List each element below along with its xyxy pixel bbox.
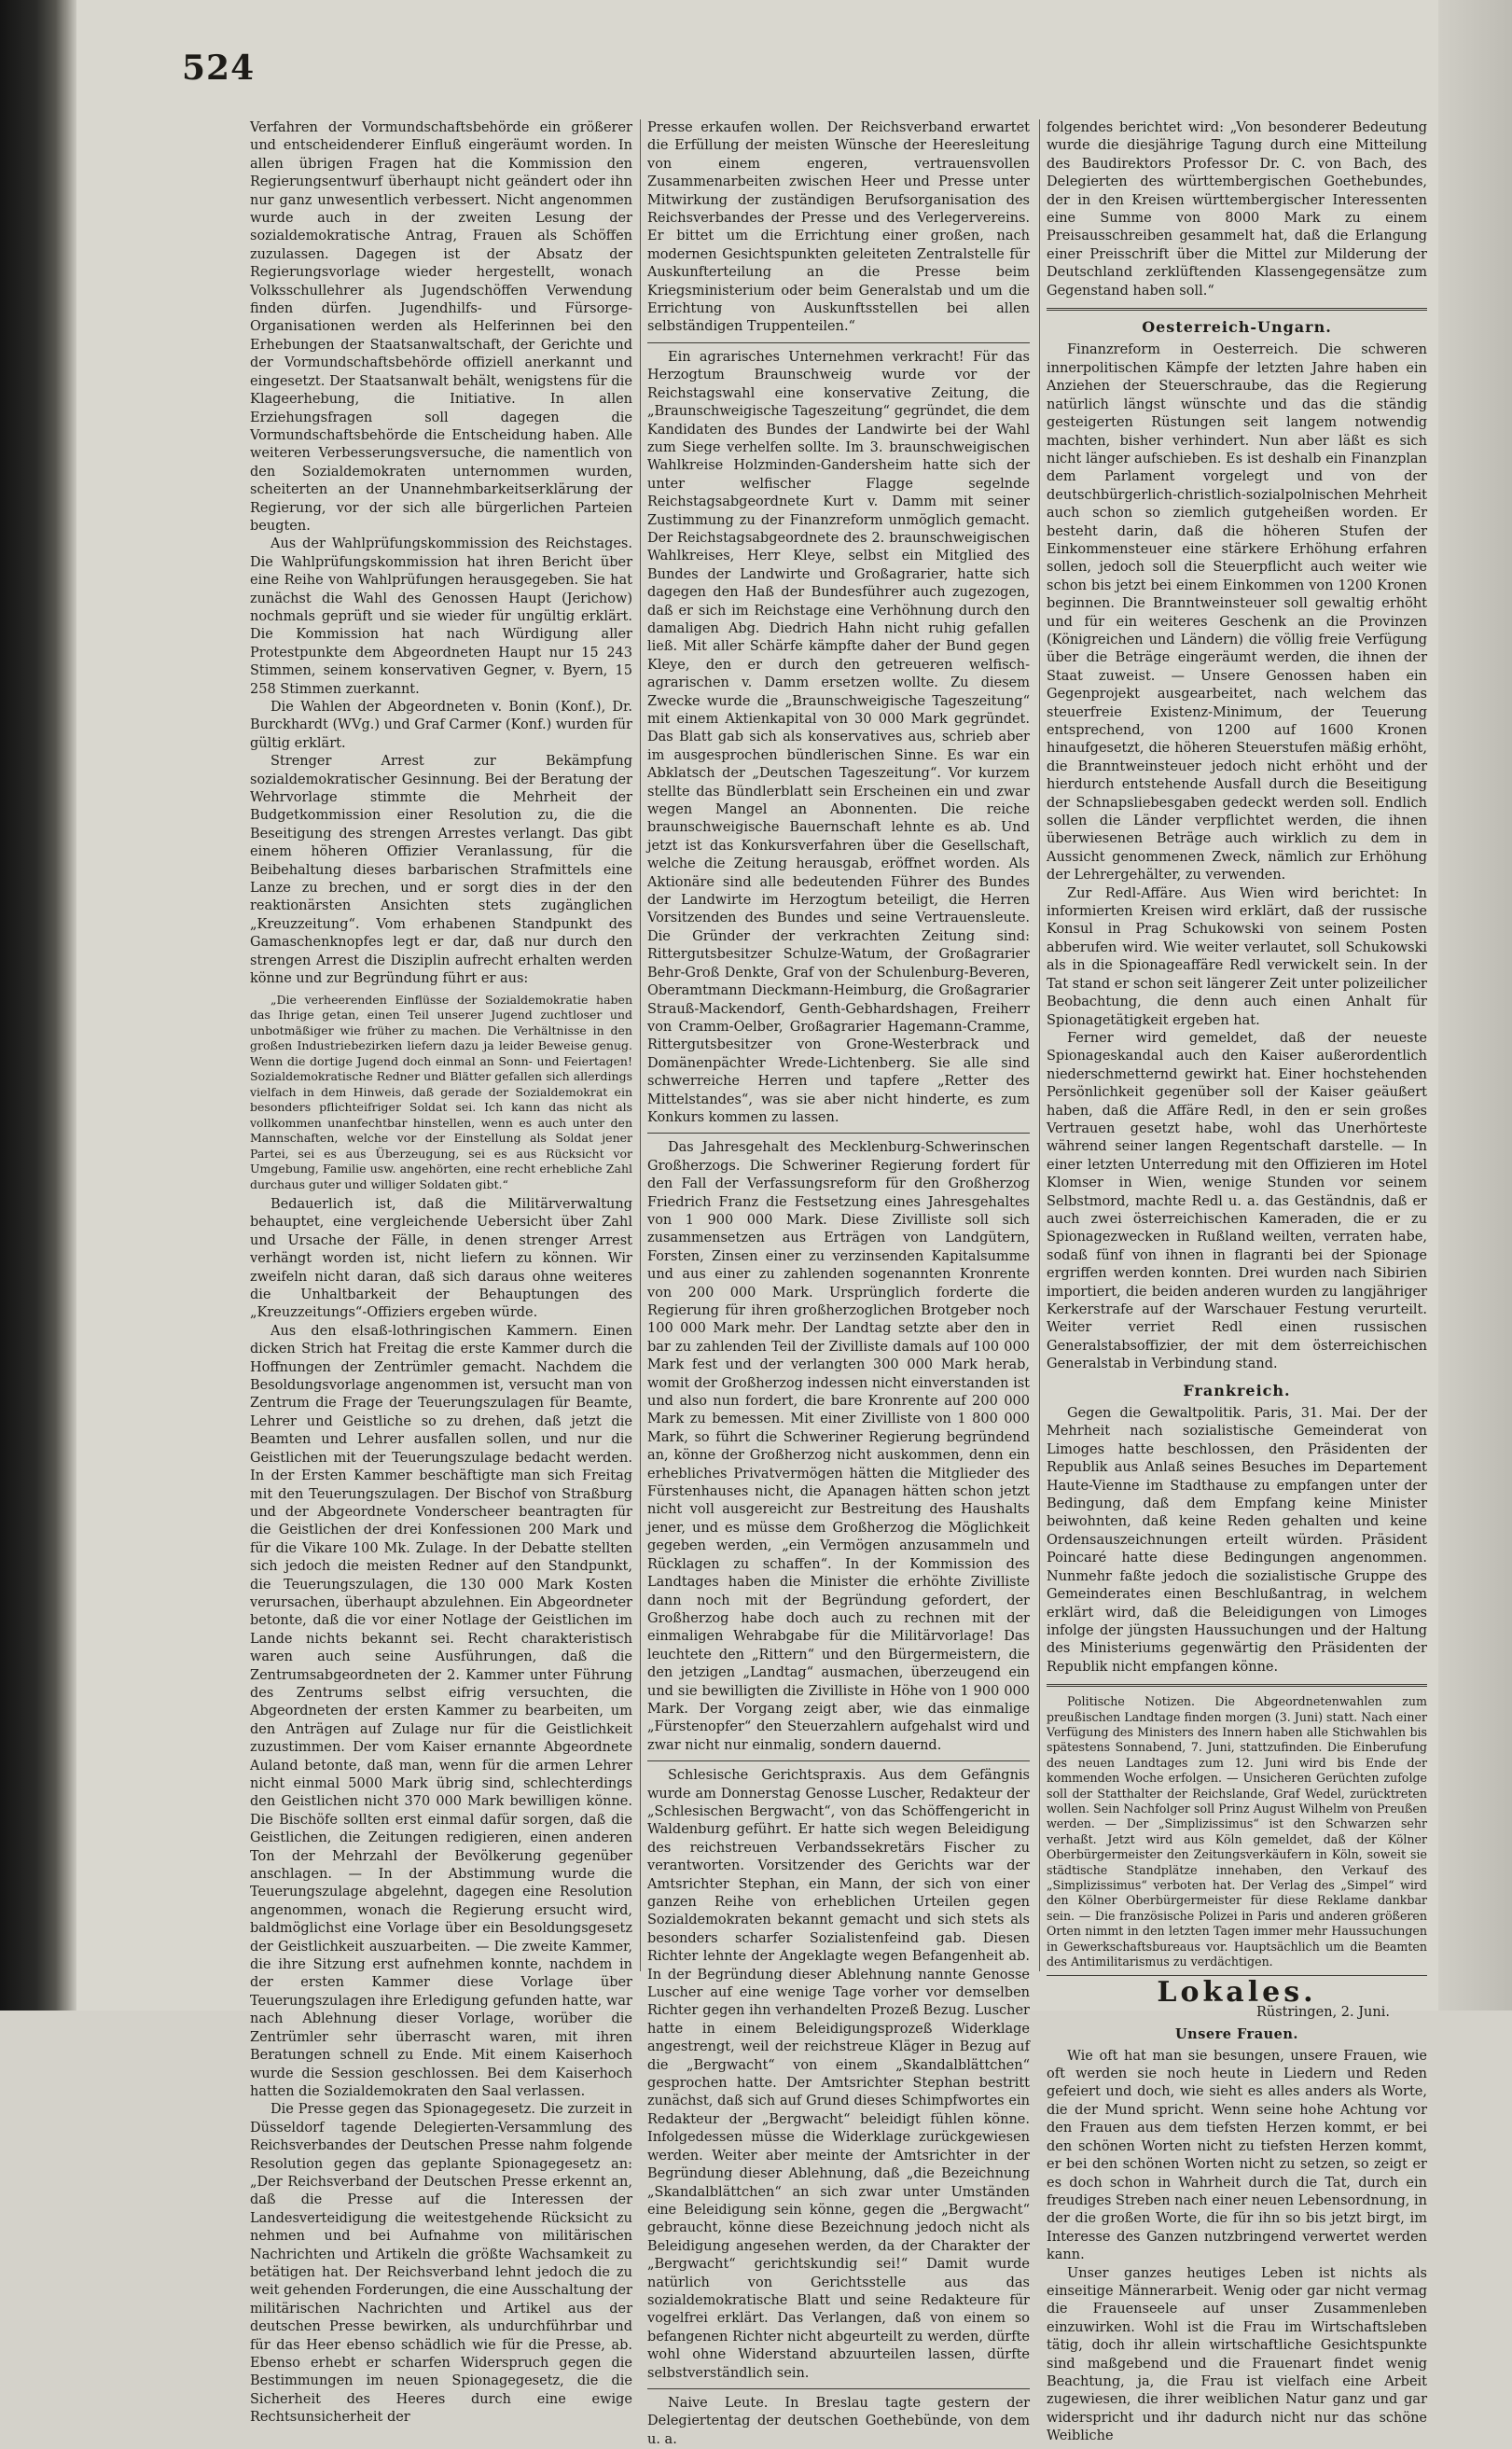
article-wahlpruefung: Aus der Wahlprüfungskommission des Reichstages. Die Wahlprüfungskommission hat ihren Bericht über eine Reihe von Wahlprüfungen herausgegeben. Sie hat zunächst die Wahl des Genossen Haupt (Jerichow) nochmals geprüft und sie wieder für ungültig erklärt. Die Kommission hat nach Würdigung aller Protestpunkte dem Abgeordneten Haupt nur 15 243 Stimmen, seinem konservativen Gegner, v. Byern, 15 258 Stimmen zuerkannt. — [250, 536, 632, 697]
article-schlesien: Schlesische Gerichtspraxis. Aus dem Gefängnis wurde am Donnerstag Genosse Luscher, Redakteur der „Schlesischen Bergwacht“, von das Schöffengericht in Waldenburg geführt. Er hatte sich wegen Beleidigung des reichstreuen Verbandssekretärs Fischer zu verantworten. Vorsitzender des Gerichts war der Amtsrichter Stephan, ein Mann, der sich von einer ganzen Reihe von erheblichen Urteilen gegen Sozialdemokraten bekannt gemacht und sich stets als besonders scharfer Sozialistenfeind gab. Diesen Richter lehnte der Angeklagte wegen Befangenheit ab. In der Begründung dieser Ablehnung nannte Genosse Luscher auf eine wenige Tage vorher vor demselben Richter gegen ihn verhandelten Prozeß Bezug. Luscher hatte in einem Beleidigungsprozeß Widerklage angestrengt, weil der reichstreue Kläger in Bezug auf die „Bergwacht“ von einem „Skandalblättchen“ gesprochen hatte. Der Amtsrichter Stephan bestritt zunächst, daß sich auf Grund dieses Schimpfwortes ein Redakteur der „Bergwacht“ beleidigt fühlen könne. Infolgedessen müsse die Widerklage zurückgewiesen werden. Weiter aber meinte der Amtsrichter in der Begründung dieser Ablehnung, daß „die Bezeichnung „Skandalblättchen“ an sich zwar unter Umständen eine Beleidigung sein könne, gegen die „Bergwacht“ gebraucht, könne diese Bezeichnung jedoch nicht als Beleidigung angesehen werden, da der Charakter der „Bergwacht“ gerichtskundig sei!“ Damit wurde natürlich von Gerichtsstelle aus das sozialdemokratische Blatt und seine Redakteure für vogelfrei erklärt. Das Verlangen, daß von einem so befangenen Richter nicht abgeurteilt zu werden, dürfte wohl ohne Widerstand abzuurteilen lassen, dürfte selbstverständlich sein. — [647, 1768, 1030, 2381]
article-naive-leute: Naive Leute. In Breslau tagte gestern der Delegiertentag der deutschen Goethebünde, von dem u. a. — [647, 2395, 1030, 2447]
article-presse: Die Presse gegen das Spionagegesetz. Die zurzeit in Düsseldorf tagende Delegierten-Versammlung des Reichsverbandes der Deutschen Presse nahm folgende Resolution gegen das geplante Spionagegesetz an: „Der Reichsverband der Deutschen Presse erkennt an, daß die Presse auf die Interessen der Landesverteidigung die weitestgehende Rücksicht zu nehmen und bei Aufnahme von militärischen Nachrichten und Artikeln die größte Wachsamkeit zu betätigen hat. Der Reichsverband lehnt jedoch die zu weit gehenden Forderungen, die eine Ausschaltung der militärischen Nachrichten und Artikel aus der deutschen Presse bewirken, als undurchführbar und für das Heer ebenso schädlich wie für die Presse, ab. Ebenso erhebt er scharfen Widerspruch gegen die Bestimmungen im neuen Spionagegesetz, die die Sicherheit des Heeres durch eine ewige Rechtsunsicherheit der — [250, 2102, 632, 2426]
divider — [647, 2388, 1030, 2389]
article-gewaltpolitik: Gegen die Gewaltpolitik. Paris, 31. Mai. Der der Mehrheit nach sozialistische Gemeinderat von Limoges hatte beschlossen, den Präsidenten der Republik aus Anlaß seines Besuches im Departement Haute-Vienne im Stadthause zu empfangen unter der Bedingung, daß dem Empfang keine Minister beiwohnten, daß keine Reden gehalten und keine Ordensauszeichnungen erteilt würden. Präsident Poincaré hatte diese Bedingungen angenommen. Nunmehr faßte jedoch die sozialistische Gruppe des Gemeinderates einen Beschlußantrag, in welchem erklärt wird, daß die Beleidigungen von Limoges infolge der jüngsten Haussuchungen und der Haltung des Ministeriums gegenwärtig den Präsidenten der Republik nicht empfangen könne. — [1047, 1406, 1427, 1675]
column-rule — [640, 119, 641, 1971]
article-paragraph: Presse erkaufen wollen. Der Reichsverband erwartet die Erfüllung der meisten Wünsche der Heeresleitung von einem engeren, vertrauensvollen Zusammenarbeiten zwischen Heer und Presse unter Mitwirkung der zuständigen Berufsorganisation des Reichsverbandes der Presse und des Verlegervereins. Er bittet um die Errichtung einer großen, nach modernen Gesichtspunkten geleiteten Zentralstelle für Auskunfterteilung an die Presse beim Kriegsministerium oder beim Generalstab und um die Errichtung von Auskunftsstellen bei allen selbständigen Truppenteilen.“ — [647, 120, 1030, 335]
article-paragraph: Unser ganzes heutiges Leben ist nichts als einseitige Männerarbeit. Wenig oder gar nicht vermag die Frauenseele auf unser Zusammenleben einzuwirken. Wohl ist die Frau im Wirtschaftsleben tätig, doch ihr allein wirtschaftliche Gesichtspunkte sind maßgebend und die Frauenart findet wenig Beachtung, ja, die Frau ist vielfach eine Arbeit zugewiesen, die ihrer weiblichen Natur ganz und gar widerspricht und ihr dadurch nicht nur das schöne Weibliche — [1047, 2265, 1427, 2444]
article-arrest: Strenger Arrest zur Bekämpfung sozialdemokratischer Gesinnung. Bei der Beratung der Wehrvorlage stimmte die Mehrheit der Budgetkommission einer Resolution zu, die die Beseitigung des strengen Arrestes verlangt. Das gibt einem höheren Offizier Veranlassung, für die Beibehaltung dieses barbarischen Strafmittels eine Lanze zu brechen, und er sorgt dies in der den reaktionärsten Ansichten stets zugänglichen „Kreuzzeitung“. Vom erhabenen Standpunkt des Gamaschenknopfes legt er dar, daß nur durch den strengen Arrest die Disziplin aufrecht erhalten werden könne und zur Begründung führt er aus: — [250, 754, 632, 987]
book-spine — [0, 0, 65, 2011]
column-2 — [647, 119, 1030, 2447]
article-mecklenburg: Das Jahresgehalt des Mecklenburg-Schwerinschen Großherzogs. Die Schweriner Regierung fordert für den Fall der Verfassungsreform für den Großherzog Friedrich Franz die Festsetzung eines Jahresgehaltes von 1 900 000 Mark. Diese Zivilliste soll sich zusammensetzen aus Erträgen von Landgütern, Forsten, Zinsen einer zu verzinsenden Kapitalsumme und aus einer zu zahlenden sogenannten Kronrente von 200 000 Mark. Ursprünglich forderte die Regierung für ihren großherzoglichen Brotgeber noch 100 000 Mark mehr. Der Landtag setzte aber den in bar zu zahlenden Teil der Zivilliste damals auf 100 000 Mark fest und der verlangten 300 000 Mark herab, womit der Großherzog indessen nicht einverstanden ist und also nun fordert, die bare Kronrente auf 200 000 Mark zu bemessen. Mit einer Zivilliste von 1 800 000 Mark, so führt die Schweriner Regierung begründend an, könne der Großherzog nicht auskommen, denn ein erhebliches Privatvermögen hätten die Mitglieder des Fürstenhauses nicht, die Apanagen hätten schon jetzt nicht voll ausgereicht zur Bestreitung des Haushalts jener, und es müsse dem Großherzog die Möglichkeit gegeben werden, „ein Vermögen anzusammeln und Rücklagen zu schaffen“. In der Kommission des Landtages haben die Minister die erhöhte Zivilliste dann noch mit der Begründung gefordert, der Großherzog habe doch auch zu rechnen mit der einmaligen Wehrabgabe für die Militärvorlage! Das leuchtete den „Rittern“ und den Bürgermeistern, die den jetzigen „Landtag“ ausmachen, überzeugend ein und sie bewilligten die Zivilliste in Höhe von 1 900 000 Mark. Der Vorgang zeigt aber, wie das einmalige „Fürstenopfer“ den Steuerzahlern aufgehalst wird und zwar nicht nur einmalig, sondern dauernd. — [647, 1140, 1030, 1753]
dateline: Rüstringen, 2. Juni. — [1255, 2004, 1390, 2020]
article-paragraph: Wie oft hat man sie besungen, unsere Frauen, wie oft werden sie noch heute in Liedern und Reden gefeiert und doch, wie sieht es alles anders als Worte, die der Mund spricht. Wenn seine hohe Achtung vor den Frauen aus dem tiefsten Herzen kommt, er bei den schönen Worten nicht zu tiefsten Herzen kommt, er bei den schönen Worten nicht zu setzen, so zeigt er es doch schon in Wahrheit durch die Tat, durch ein freudiges Streben nach einer neuen Lebensordnung, in der die großen Worte, die für ihn so bis jetzt birgt, im Interesse des Ganzen nutzbringend verwertet werden kann. — [1047, 2048, 1427, 2263]
article-paragraph: Ferner wird gemeldet, daß der neueste Spionageskandal auch den Kaiser außerordentlich niederschmetternd gewirkt hat. Einer hochstehenden Persönlichkeit gegenüber soll der Kaiser geäußert haben, daß die Affäre Redl, in den er sein großes Vertrauen gesetzt habe, wohl das Unerhörteste während seiner langen Regentschaft darstelle. — In einer letzten Unterredung mit den Offizieren im Hotel Klomser in Wien, wenige Stunden vor seinem Selbstmord, machte Redl u. a. das Geständnis, daß er auch zwei österreichischen Kameraden, die er zu Spionagezwecken in Rußland weilten, verraten habe, sodaß fünf von ihnen in flagranti bei der Spionage ergriffen werden konnten. Drei wurden nach Sibirien importiert, die beiden anderen wurden zu langjähriger Kerkerstrafe auf der Warschauer Festung verurteilt. Weiter verriet Redl einen russischen Generalstabsoffizier, der mit dem österreichischen Generalstab in Verbindung stand. — [1047, 1030, 1427, 1372]
section-title-lokales: Lokales. — [1157, 1976, 1317, 2010]
divider — [647, 1760, 1030, 1761]
article-paragraph: Verfahren der Vormundschaftsbehörde ein größerer und entscheidenderer Einfluß eingeräumt worden. In allen übrigen Fragen hat die Kommission den Regierungsentwurf überhaupt nicht geändert oder ihn nur ganz unwesentlich verbessert. Nicht angenommen wurde auch in der zweiten Lesung der sozialdemokratische Antrag, Frauen als Schöffen zuzulassen. Dagegen ist der Absatz der Regierungsvorlage wieder hergestellt, wonach Volksschullehrer als Jugendschöffen Verwendung finden dürfen. Jugendhilfs- und Fürsorge-Organisationen werden als Helferinnen bei den Erhebungen der Staatsanwaltschaft, der Gerichte und der Vormundschaftsbehörde offiziell anerkannt und eingesetzt. Der Staatsanwalt behält, wenigstens für die Klageerhebung, die Initiative. In allen Erziehungsfragen soll dagegen die Vormundschaftsbehörde die Entscheidung haben. Alle weiteren Verbesserungsversuche, die namentlich von den Sozialdemokraten unternommen wurden, scheiterten an der Unannehmbarkeitserklärung der Regierung, vor der sich alle bürgerlichen Parteien beugten. — [250, 120, 632, 534]
article-agrarisch: Ein agrarisches Unternehmen verkracht! Für das Herzogtum Braunschweig wurde vor der Reichstagswahl eine konservative Zeitung, die „Braunschweigische Tageszeitung“ gegründet, die dem Kandidaten des Bundes der Landwirte bei der Wahl zum Siege verhelfen sollte. Im 3. braunschweigischen Wahlkreise Holzminden-Gandersheim hatte sich der unter welfischer Flagge segelnde Reichstagsabgeordnete Kurt v. Damm mit seiner Zustimmung zu der Finanzreform unmöglich gemacht. Der Reichstagsabgeordnete des 2. braunschweigischen Wahlkreises, Herr Kleye, selbst ein Mitglied des Bundes der Landwirte und Großagrarier, hatte sich dagegen den Haß der Bundesführer auch zugezogen, daß er sich im Reichstage eine Verhöhnung durch den damaligen Abg. Diedrich Hahn nicht ruhig gefallen ließ. Mit aller Schärfe kämpfte daher der Bund gegen Kleye, den er durch den getreueren welfisch-agrarischen v. Damm ersetzen wollte. Zu diesem Zwecke wurde die „Braunschweigische Tageszeitung“ mit einem Aktienkapital von 30 000 Mark gegründet. Das Blatt gab sich als konservatives aus, schrieb aber im ausgesprochen bündlerischen Sinne. Es war ein Abklatsch der „Deutschen Tageszeitung“. Vor kurzem stellte das Bündlerblatt sein Erscheinen ein und zwar wegen Mangel an Abonnenten. Die reiche braunschweigische Bauernschaft lehnte es ab. Und jetzt ist das Konkursverfahren über die Gesellschaft, welche die Zeitung herausgab, eröffnet worden. Als Aktionäre sind alle bedeutenden Führer des Bundes der Landwirte im Herzogtum beteiligt, die Herren Vorsitzenden des Bundes und seine Vertrauensleute. Die Gründer der verkrachten Zeitung sind: Rittergutsbesitzer Schulze-Watum, der Großagrarier Behr-Groß Denkte, Graf von der Schulenburg-Beveren, Oberamtmann Dieckmann-Heimburg, die Großagrarier Strauß-Mackendorf, Genth-Gebhardshagen, Freiherr von Cramm-Oelber, Großagrarier Hagemann-Cramme, Rittergutsbesitzer von Grone-Westerbrack und Domänenpächter Wrede-Lichtenberg. Sie alle sind schwerreiche Herren und tapfere „Retter des Mittelstandes“, was sie aber nicht hinderte, es zum Konkurs kommen zu lassen. — [647, 349, 1030, 1125]
article-paragraph: Die Wahlen der Abgeordneten v. Bonin (Konf.), Dr. Burckhardt (WVg.) und Graf Carmer (Konf.) wurden für gültig erklärt. — [250, 700, 632, 751]
article-finanzreform: Finanzreform in Oesterreich. Die schweren innerpolitischen Kämpfe der letzten Jahre haben ein Anziehen der Steuerschraube, das die Regierung natürlich längst wünschte und das die ständig gesteigerten Rüstungen seit langem notwendig machten, bisher verhindert. Nun aber läßt es sich nicht länger aufschieben. Es ist deshalb ein Finanzplan dem Parlament vorgelegt und von der deutschbürgerlich-christlich-sozialpolnischen Mehrheit auch schon so ziemlich gutgeheißen worden. Er besteht darin, daß die höheren Stufen der Einkommensteuer eine stärkere Erhöhung erfahren sollen, jedoch soll die Steuerpflicht auch weiter wie schon bis jetzt bei einem Einkommen von 1200 Kronen beginnen. Die Branntweinsteuer soll gewaltig erhöht und für ein weiteres Geschenk an die Provinzen (Königreichen und Ländern) die völlig freie Verfügung über die Beträge eingeräumt werden, die ihnen der Staat zuweist. — Unsere Genossen haben ein Gegenprojekt ausgearbeitet, nach welchem das steuerfreie Existenz-Minimum, der Teuerung entsprechend, von 1200 auf 1600 Kronen hinaufgesetzt, die höheren Steuerstufen mäßig erhöht, die Branntweinsteuer jedoch nicht erhöht und der hierdurch entstehende Ausfall durch die Beseitigung der Schnapsliebesgaben gedeckt werden soll. Endlich sollen die Länder verpflichtet werden, die ihnen überwiesenen Beträge auch wirklich zu dem in Aussicht genommenen Zweck, nämlich zur Erhöhung der Lehrergehälter, zu verwenden. — [1047, 342, 1427, 884]
quote-block: „Die verheerenden Einflüsse der Sozialdemokratie haben das Ihrige getan, einen Teil unserer Jugend zuchtloser und unbotmäßiger wie früher zu machen. Die Verhältnisse in den großen Industriebezirken liefern dazu ja leider Beweise genug. Wenn die dortige Jugend doch einmal an Sonn- und Feiertagen! Sozialdemokratische Redner und Blätter gefallen sich allerdings vielfach in dem Hinweis, daß gerade der Sozialdemokrat ein besonders pflichteifriger Soldat sei. Ich kann das nicht als vollkommen unanfechtbar hinstellen, wenn es auch unter den Mannschaften, welche vor der Einstellung als Soldat jener Partei, sei es aus Überzeugung, sei es aus Rücksicht vor Umgebung, Familie usw. angehörten, eine recht erhebliche Zahl durchaus guter und williger Soldaten gibt.“ — [250, 992, 632, 1191]
article-paragraph: folgendes berichtet wird: „Von besonderer Bedeutung wurde die diesjährige Tagung durch eine Mitteilung des Baudirektors Professor Dr. C. von Bach, des Delegierten des württembergischen Goethebundes, der in den Kreisen württembergischer Interessenten eine Summe von 8000 Mark zu einem Preisausschreiben gesammelt hat, daß die Erlangung einer Preisschrift über die Mittel zur Milderung der Deutschland zerklüftenden Klassengegensätze zum Gegenstand haben soll.“ — [1047, 120, 1427, 299]
divider — [647, 1133, 1030, 1134]
column-3 — [1047, 119, 1427, 2444]
article-paragraph: Bedauerlich ist, daß die Militärverwaltung behauptet, eine vergleichende Uebersicht über Zahl und Ursache der Fälle, in denen strenger Arrest verhängt worden ist, nicht liefern zu können. Wir zweifeln nicht daran, daß sich daraus ohne weiteres die Unhaltbarkeit der Behauptungen des „Kreuzzeitungs“-Offiziers ergeben würde. — [250, 1197, 632, 1321]
divider — [1047, 1684, 1427, 1687]
divider — [647, 342, 1030, 343]
column-1 — [250, 119, 632, 2426]
article-elsass: Aus den elsaß-lothringischen Kammern. Einen dicken Strich hat Freitag die erste Kammer durch die Hoffnungen der Zentrümler gemacht. Nachdem die Besoldungsvorlage angenommen ist, versucht man von Zentrum die Frage der Teuerungszulagen für Beamte, Lehrer und Geistliche so zu drehen, daß jetzt die Beamten und Lehrer ausfallen sollen, und nur die Geistlichen mit der Teuerungszulage bedacht werden. In der Ersten Kammer beschäftigte man sich Freitag mit den Teuerungszulagen. Der Bischof von Straßburg und der Abgeordnete Vonderscheer beantragten für die Geistlichen der drei Konfessionen 200 Mark und für die Vikare 100 Mk. Zulage. In der Debatte stellten sich jedoch die meisten Redner auf den Standpunkt, die Teuerungszulagen, die 130 000 Mark Kosten verursachen, überhaupt abzulehnen. Ein Abgeordneter betonte, daß die vor einer Notlage der Geistlichen im Lande nichts bekannt sei. Recht charakteristisch waren auch seine Ausführungen, daß die Zentrumsabgeordneten der 2. Kammer unter Führung des Zentrums selbst eifrig versuchten, die Abgeordneten der ersten Kammer zu bearbeiten, um den Anträgen auf Zulage nur für die Geistlichkeit zuzustimmen. Der vom Kaiser ernannte Abgeordnete Auland betonte, daß man, wenn für die armen Lehrer nicht einmal 5000 Mark übrig sind, schlechterdings den Geistlichen nicht 370 000 Mark bewilligen könne. Die Bischöfe sollten erst einmal dafür sorgen, daß die Geistlichen, die Zeitungen redigieren, einen anderen Ton der Mehrzahl der Bevölkerung gegenüber anschlagen. — In der Abstimmung wurde die Teuerungszulage abgelehnt, dagegen eine Resolution angenommen, wonach die Regierung ersucht wird, baldmöglichst eine Vorlage über ein Besoldungsgesetz der Geistlichkeit auszuarbeiten. — Die zweite Kammer, die ihre Sitzung erst aufnehmen konnte, nachdem in der ersten Kammer diese Vorlage über Teuerungszulagen ihre Erledigung gefunden hatte, war nach Ablehnung dieser Vorlage, worüber die Zentrümler sehr überrascht waren, mit ihren Beratungen schnell zu Ende. Mit einem Kaiserhoch wurde die Session geschlossen. Bei dem Kaiserhoch hatten die Sozialdemokraten den Saal verlassen. — [250, 1323, 632, 2099]
political-notes: Politische Notizen. Die Abgeordnetenwahlen zum preußischen Landtage finden morgen (3. Juni) statt. Nach einer Verfügung des Ministers des Innern haben alle Stichwahlen bis spätestens Sonnabend, 7. Juni, stattzufinden. Die Einberufung des neuen Landtages zum 12. Juni wird bis Ende der kommenden Woche erfolgen. — Unsicheren Gerüchten zufolge soll der Statthalter der Reichslande, Graf Wedel, zurücktreten wollen. Sein Nachfolger soll Prinz August Wilhelm von Preußen werden. — Der „Simplizissimus“ ist den Schwarzen sehr verhaßt. Jetzt wird aus Köln gemeldet, daß der Kölner Oberbürgermeister den Zeitungsverkäufern in Köln, soweit sie städtische Standplätze innehaben, den Verkauf des „Simplizissimus“ verboten hat. Der Verlag des „Simpel“ wird den Kölner Oberbürgermeister für diese Reklame dankbar sein. — Die französische Polizei in Paris und anderen größeren Orten nimmt in den letzten Tagen immer mehr Haussuchungen in Gewerkschaftsbureaus vor. Hauptsächlich um die Beamten des Antimilitarismus zu verdächtigen. — [1047, 1694, 1427, 1969]
section-title-austria: Oesterreich-Ungarn. — [1142, 318, 1332, 337]
spine-edge — [65, 0, 76, 2011]
page-margin-right — [1437, 0, 1512, 2011]
article-redl: Zur Redl-Affäre. Aus Wien wird berichtet: In informierten Kreisen wird erklärt, daß der russische Konsul in Prag Schukowski von seinem Posten abberufen wird. Wie weiter verlautet, soll Schukowski als in die Spionageaffäre Redl verwickelt sein. In der Tat stand er schon seit längerer Zeit unter polizeilicher Beobachtung, die denn auch einen Anhalt für Spionagetätigkeit ergeben hat. — [1047, 885, 1427, 1028]
column-rule — [1039, 119, 1040, 1971]
section-title-france: Frankreich. — [1183, 1381, 1291, 1399]
divider — [1047, 308, 1427, 311]
article-title-frauen: Unsere Frauen. — [1175, 2026, 1298, 2043]
page-number: 524 — [182, 49, 256, 88]
